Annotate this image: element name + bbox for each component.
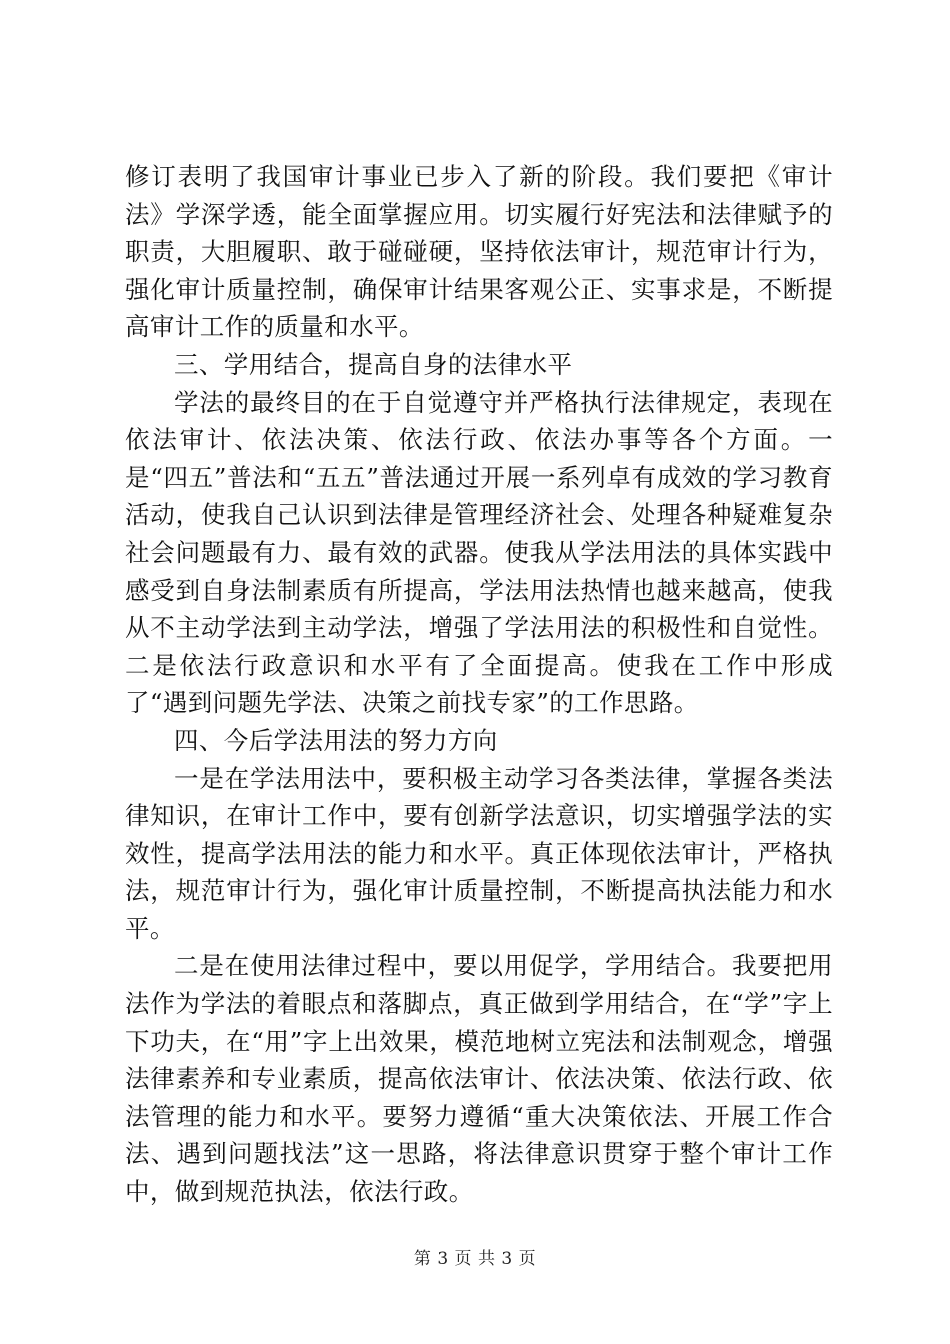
paragraph-section-three-body: 学法的最终目的在于自觉遵守并严格执行法律规定，表现在依法审计、依法决策、依法行政、依法办事等各个方面。一是“四五”普法和“五五”普法通过开展一系列卓有成效的学习教育活动，使我自己认识到法律是管理经济社会、处理各种疑难复杂社会问题最有力、最有效的武器。使我从学法用法的具体实践中感受到自身法制素质有所提高，学法用法热情也越来越高，使我从不主动学法到主动学法，增强了学法用法的积极性和自觉性。二是依法行政意识和水平有了全面提高。使我在工作中形成了“遇到问题先学法、决策之前找专家”的工作思路。	[125, 387, 833, 718]
paragraph-continuation: 修订表明了我国审计事业已步入了新的阶段。我们要把《审计法》学深学透，能全面掌握应用。切实履行好宪法和法律赋予的职责，大胆履职、敢于碰碰硬，坚持依法审计，规范审计行为，强化审计质量控制，确保审计结果客观公正、实事求是，不断提高审计工作的质量和水平。	[125, 162, 833, 342]
document-body	[125, 158, 833, 1211]
section-heading-three: 三、学用结合，提高自身的法律水平	[174, 349, 573, 379]
section-heading-four: 四、今后学法用法的努力方向	[174, 725, 498, 755]
page-number-footer: 第 3 页 共 3 页	[413, 1249, 537, 1269]
paragraph-point-two: 二是在使用法律过程中，要以用促学，学用结合。我要把用法作为学法的着眼点和落脚点，真正做到学用结合，在“学”字上下功夫，在“用”字上出效果，模范地树立宪法和法制观念，增强法律素养和专业素质，提高依法审计、依法决策、依法行政、依法管理的能力和水平。要努力遵循“重大决策依法、开展工作合法、遇到问题找法”这一思路，将法律意识贯穿于整个审计工作中，做到规范执法，依法行政。	[125, 951, 833, 1207]
paragraph-point-one: 一是在学法用法中，要积极主动学习各类法律，掌握各类法律知识，在审计工作中，要有创新学法意识，切实增强学法的实效性，提高学法用法的能力和水平。真正体现依法审计，严格执法，规范审计行为，强化审计质量控制，不断提高执法能力和水平。	[125, 763, 833, 943]
